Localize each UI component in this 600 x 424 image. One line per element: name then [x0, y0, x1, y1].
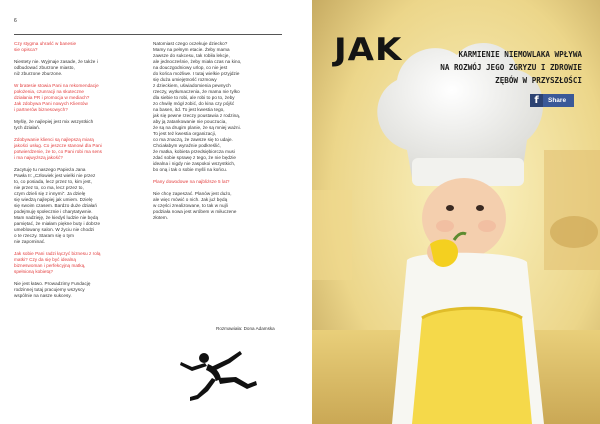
- interview-question: Jak sobie Pani radzi łączyć biznesu z rolą matki? Czy da się być idealną bizneswoman i perfekcyjną matką, spełnioną kobietą?: [14, 251, 101, 274]
- right-page: [312, 0, 600, 424]
- article-subtitle-line-1: KARMIENIE NIEMOWLAKA WPŁYWA: [458, 50, 582, 59]
- interview-answer: Nie chcę zapeszać. Planów jest dużo, ale więc mówić o nich. Jak już będą w części zrealizowane, to tak w nujli podziała nowa jest wróbem w miłuczene złotem.: [153, 191, 237, 220]
- jumping-figure-silhouette: [178, 349, 258, 403]
- interview-answer: Natomiast czego oczekuje dziecko? Mamy na pełnym etacie. Żeby mama zawsze do sukcesu, tak robiła lekcje, ale jednocześnie, żeby miała czas na kino, na douczgodniowy urlop, co nie jest do końca możliwe. I tutaj wielkie przyjdzie się duża umiejętność rozmowy z dzieckiem, uświadomienia pewnych rzeczy, wytłumaczenia, że mama nie tylko dla siebie to robi, ale robi to po to, żeby zo chwilę mógł zobić, do kina czy pójść na basen, itd. To jest kwestia tego, jak się pewne rzeczy poustawia z rodziną, aby ją zatankowanie nie pouczucia, że są na drugim planie, że są mniej ważni. To jest też kwestia organizacji, co ma znaczą, że zawsze się to udaje. Chciałabym wyraźnie podkreślić, że matka, kobieta przedsiębiorcza musi zdać sobie sprawę z tego, że nie będzie idealna i nigdy nie zaspokoi wszystkich, bo oną i tak o sobie myśli na końcu.: [153, 41, 242, 172]
- interview-answer: Nie jest łatwo. Prowadzimy Fundację rodzinnej tutaj pracujemy wszyscy wspólnie na nasze sukcesy.: [14, 281, 91, 298]
- page-number: 6: [14, 18, 17, 24]
- article-subtitle-line-3: ZĘBÓW W PRZYSZŁOŚCI: [495, 76, 582, 85]
- header-rule: [14, 34, 282, 35]
- interview-question: Plany dowodowe na najbliższe 5 lat?: [153, 179, 230, 184]
- interview-question: Zdobywanie klienci są najlepszą miarą jakości usług. Co jeszcze stanowi dla Pani potwierdzenie, że to, co Pani robi ma sens i ma najwyższą jakość?: [14, 137, 102, 160]
- interview-answer: Myślę, że najlepiej jest mix wszystkich tych działań.: [14, 119, 94, 130]
- facebook-share-button[interactable]: [530, 94, 574, 107]
- text-column-1: [14, 41, 142, 305]
- byline: Rozmawiała: Dona Adamska: [216, 326, 275, 331]
- article-subtitle-line-2: NA ROZWÓJ JEGO ZGRYZU I ZDROWIE: [440, 63, 582, 72]
- interview-answer: Zacytuję tu naszego Papieża Jana Pawła II: „Człowiek jest wielki nie przez to, co posiada, lecz przez to, kim jest, nie przez to, co ma, lecz przez to, czym dzieli się z innymi”. Ja dzielę się wiedzą najlepiej jak umiem. Dzielę się swoim czasem. Bardzo duże działań podejmuję społecznie i charytatywnie. Mam nadzieję, że kiedyś ludzie nie będą pamiętać, że miałam piękne buty i dobrze umeblowany salon. W życiu nie chodzi o te rzeczy. Staram się o tym nie zapominać.: [14, 167, 101, 244]
- interview-question: W bratesie stowia Pani na rekomendacje położenia, czunracji na skuteczne działania PR i promocja w mediach? Jak zdobywa Pani nowych Klientów i partnerów biznesowych?: [14, 83, 99, 112]
- interview-answer: Niestety nie. Wyjmaje zasade, że także i odbudować zburzone miasto, niż zburzone zburzone.: [14, 59, 98, 76]
- share-label: Share: [548, 97, 567, 104]
- text-column-2: [153, 41, 293, 227]
- facebook-icon: f: [530, 94, 543, 107]
- article-title: JAK: [334, 31, 403, 69]
- interview-question: Czy stygma uhraść w banesie sie opisca?: [14, 41, 77, 52]
